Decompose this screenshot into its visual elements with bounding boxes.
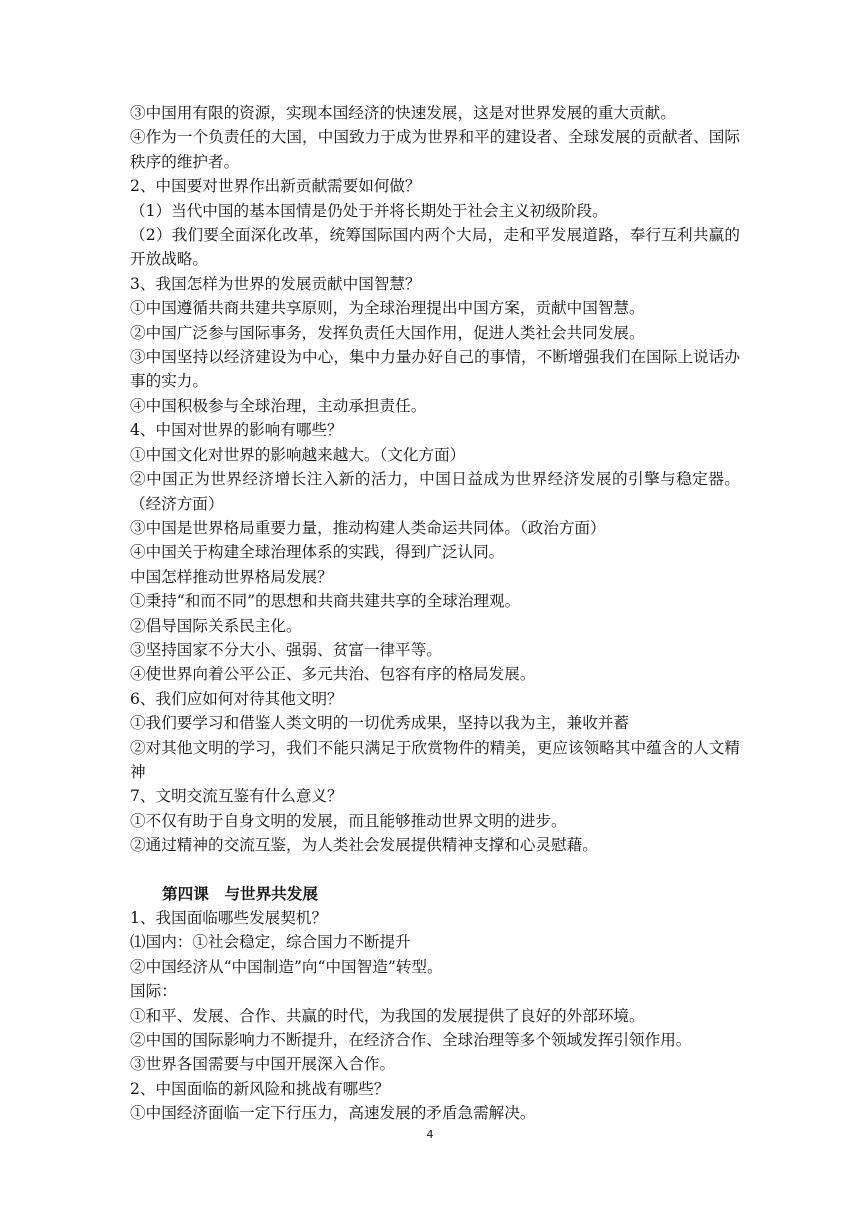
question-heading: 2、中国面临的新风险和挑战有哪些？ <box>130 1079 390 1098</box>
question-heading: 3、我国怎样为世界的发展贡献中国智慧？ <box>130 274 421 293</box>
question-heading: 2、中国要对世界作出新贡献需要如何做？ <box>130 177 421 196</box>
question-heading: 7、文明交流互鉴有什么意义？ <box>130 787 343 806</box>
question-heading: 1、我国面临哪些发展契机？ <box>130 909 328 927</box>
paragraph: ②通过精神的交流互鉴，为人类社会发展提供精神支撑和心灵慰藉。 <box>130 836 598 855</box>
paragraph: ②对其他文明的学习，我们不能只满足于欣赏物件的精美，更应该领略其中蕴含的人文精神 <box>130 738 740 781</box>
paragraph: ①我们要学习和借鉴人类文明的一切优秀成果，坚持以我为主，兼收并蓄 <box>130 714 630 733</box>
paragraph: ④使世界向着公平公正、多元共治、包容有序的格局发展。 <box>130 665 536 684</box>
paragraph: ②中国经济从“中国制造”向“中国智造”转型。 <box>130 957 443 976</box>
paragraph: ③世界各国需要与中国开展深入合作。 <box>130 1055 396 1074</box>
lesson-heading: 第四课 与世界共发展 <box>162 884 318 903</box>
paragraph: ⑴国内：①社会稳定，综合国力不断提升 <box>130 933 411 952</box>
paragraph: ②中国广泛参与国际事务，发挥负责任大国作用，促进人类社会共同发展。 <box>130 323 645 342</box>
question-heading: 6、我们应如何对待其他文明？ <box>130 689 343 708</box>
blank-line <box>130 858 740 882</box>
paragraph: 国际： <box>130 982 177 1001</box>
paragraph: ②中国的国际影响力不断提升，在经济合作、全球治理等多个领域发挥引领作用。 <box>130 1031 692 1050</box>
page-content <box>130 101 740 1126</box>
question-heading: 中国怎样推动世界格局发展？ <box>130 567 333 586</box>
paragraph: ②中国正为世界经济增长注入新的活力，中国日益成为世界经济发展的引擎与稳定器。（经济方面） <box>130 470 740 513</box>
paragraph: （2）我们要全面深化改革，统筹国际国内两个大局，走和平发展道路，奉行互利共赢的开放战略。 <box>130 226 740 269</box>
paragraph: （1）当代中国的基本国情是仍处于并将长期处于社会主义初级阶段。 <box>130 201 608 220</box>
section-a <box>130 101 740 858</box>
paragraph: ④中国关于构建全球治理体系的实践，得到广泛认同。 <box>130 543 505 562</box>
paragraph: ①中国文化对世界的影响越来越大。（文化方面） <box>130 445 466 464</box>
paragraph: ①秉持“和而不同”的思想和共商共建共享的全球治理观。 <box>130 592 521 611</box>
paragraph: ①中国遵循共商共建共享原则，为全球治理提出中国方案，贡献中国智慧。 <box>130 299 645 318</box>
paragraph: ①不仅有助于自身文明的发展，而且能够推动世界文明的进步。 <box>130 811 567 830</box>
paragraph: ④作为一个负责任的大国，中国致力于成为世界和平的建设者、全球发展的贡献者、国际秩序的维护者。 <box>130 128 740 171</box>
section-b <box>130 906 740 1126</box>
paragraph: ④中国积极参与全球治理，主动承担责任。 <box>130 396 427 415</box>
paragraph: ③中国坚持以经济建设为中心，集中力量办好自己的事情，不断增强我们在国际上说话办事的实力。 <box>130 348 740 391</box>
paragraph: ③中国用有限的资源，实现本国经济的快速发展，这是对世界发展的重大贡献。 <box>130 104 676 122</box>
page-number: 4 <box>426 1128 434 1141</box>
question-heading: 4、中国对世界的影响有哪些？ <box>130 421 343 440</box>
paragraph: ②倡导国际关系民主化。 <box>130 616 302 635</box>
paragraph: ①和平、发展、合作、共赢的时代，为我国的发展提供了良好的外部环境。 <box>130 1006 645 1025</box>
paragraph: ③中国是世界格局重要力量，推动构建人类命运共同体。（政治方面） <box>130 518 606 537</box>
paragraph: ①中国经济面临一定下行压力，高速发展的矛盾急需解决。 <box>130 1104 536 1123</box>
paragraph: ③坚持国家不分大小、强弱、贫富一律平等。 <box>130 640 442 659</box>
